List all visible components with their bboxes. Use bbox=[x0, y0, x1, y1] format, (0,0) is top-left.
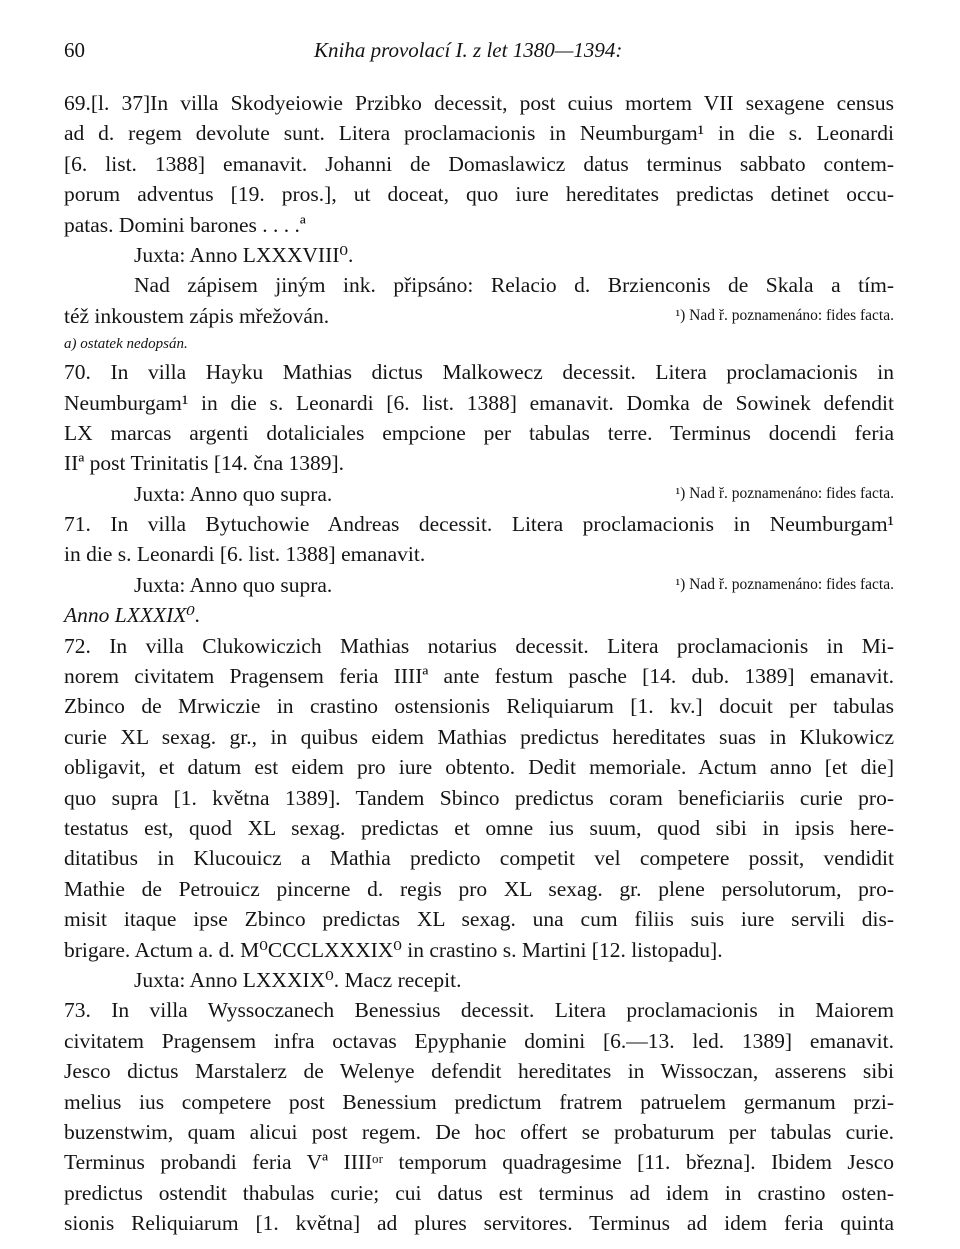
text-line bbox=[64, 783, 894, 813]
line-text: Terminus probandi feria Vª IIIIᵒʳ temporum quadragesime [11. března]. Ibidem Jesco bbox=[64, 1150, 894, 1175]
running-title: Kniha provolací I. z let 1380—1394: bbox=[314, 38, 623, 62]
page-header bbox=[64, 38, 894, 68]
footnote: ¹) Nad ř. poznamenáno: fides facta. bbox=[675, 575, 894, 593]
line-text: misit itaque ipse Zbinco predictas XL sexag. una cum filiis suis iure servili dis- bbox=[64, 907, 894, 932]
text-line bbox=[64, 179, 894, 209]
text-line bbox=[64, 1056, 894, 1086]
line-text: testatus est, quod XL sexag. predictas et omne ius suum, quod sibi in ipsis here- bbox=[64, 815, 894, 840]
line-text: LX marcas argenti dotaliciales empcione per tabulas terre. Terminus docendi feria bbox=[64, 420, 894, 445]
text-line bbox=[64, 357, 894, 387]
footnote: ¹) Nad ř. poznamenáno: fides facta. bbox=[675, 484, 894, 502]
text-line bbox=[64, 995, 894, 1025]
text-line bbox=[64, 509, 894, 539]
text-line bbox=[64, 479, 894, 509]
line-text: Jesco dictus Marstalerz de Welenye defendit hereditates in Wissoczan, asserens sibi bbox=[64, 1059, 894, 1084]
text-line bbox=[64, 1087, 894, 1117]
page-number: 60 bbox=[64, 38, 85, 62]
line-text: Zbinco de Mrwiczie in crastino ostensionis Reliquiarum [1. kv.] docuit per tabulas bbox=[64, 694, 894, 719]
line-text: IIª post Trinitatis [14. čna 1389]. bbox=[64, 451, 345, 476]
text-line bbox=[64, 631, 894, 661]
line-text: porum adventus [19. pros.], ut doceat, quo iure hereditates predictas detinet occu- bbox=[64, 182, 894, 207]
text-line bbox=[64, 88, 894, 118]
line-text: Mathie de Petrouicz pincerne d. regis pro XL sexag. gr. plene persolutorum, pro- bbox=[64, 876, 894, 901]
text-line bbox=[64, 965, 894, 995]
line-text: ditatibus in Klucouicz a Mathia predicto competit vel competere possit, vendidit bbox=[64, 846, 894, 871]
line-text: Juxta: Anno LXXXVIII⁰. bbox=[134, 242, 354, 267]
text-line bbox=[64, 1026, 894, 1056]
text-line bbox=[64, 1147, 894, 1177]
text-line bbox=[64, 418, 894, 448]
line-text: civitatem Pragensem infra octavas Epyphanie domini [6.—13. led. 1389] emanavit. bbox=[64, 1028, 894, 1053]
line-text: Nad zápisem jiným ink. připsáno: Relacio d. Brzienconis de Skala a tím- bbox=[134, 273, 894, 298]
line-text: 70. In villa Hayku Mathias dictus Malkowecz decessit. Litera proclamacionis in bbox=[64, 360, 894, 385]
text-line bbox=[64, 210, 894, 240]
line-text: 69.[l. 37]In villa Skodyeiowie Przibko decessit, post cuius mortem VII sexagene census bbox=[64, 91, 894, 115]
line-text: obligavit, et datum est eidem pro iure obtento. Dedit memoriale. Actum anno [et die] bbox=[64, 755, 894, 780]
line-text: Juxta: Anno LXXXIX⁰. Macz recepit. bbox=[134, 967, 462, 992]
line-text: curie XL sexag. gr., in quibus eidem Mathias predictus hereditates suas in Klukowicz bbox=[64, 724, 894, 749]
footnote: ¹) Nad ř. poznamenáno: fides facta. bbox=[675, 306, 894, 324]
text-line bbox=[64, 752, 894, 782]
line-text: quo supra [1. května 1389]. Tandem Sbinco predictus coram beneficiariis curie pro- bbox=[64, 785, 894, 810]
line-text: sionis Reliquiarum [1. května] ad plures servitores. Terminus ad idem feria quinta bbox=[64, 1211, 894, 1236]
text-line bbox=[64, 240, 894, 270]
line-text: Juxta: Anno quo supra. bbox=[134, 481, 333, 506]
editor-note bbox=[64, 331, 894, 357]
text-line bbox=[64, 661, 894, 691]
text-line bbox=[64, 118, 894, 148]
text-line bbox=[64, 388, 894, 418]
text-line bbox=[64, 722, 894, 752]
text-line bbox=[64, 843, 894, 873]
text-line bbox=[64, 539, 894, 569]
line-text: [6. list. 1388] emanavit. Johanni de Domaslawicz datus terminus sabbato contem- bbox=[64, 151, 894, 176]
line-text: buzenstwim, quam alicui post regem. De hoc offert se probaturum per tabulas curie. bbox=[64, 1119, 894, 1144]
year-heading bbox=[64, 600, 894, 630]
text-line bbox=[64, 1208, 894, 1238]
line-text: 72. In villa Clukowiczich Mathias notarius decessit. Litera proclamacionis in Mi- bbox=[64, 633, 894, 658]
line-text: Anno LXXXIX⁰. bbox=[64, 603, 201, 628]
line-text: a) ostatek nedopsán. bbox=[64, 336, 188, 353]
line-text: ad d. regem devolute sunt. Litera proclamacionis in Neumburgam¹ in die s. Leonardi bbox=[64, 121, 894, 146]
line-text: též inkoustem zápis mřežován. bbox=[64, 303, 330, 328]
text-line bbox=[64, 448, 894, 478]
text-line bbox=[64, 904, 894, 934]
line-text: 73. In villa Wyssoczanech Benessius decessit. Litera proclamacionis in Maiorem bbox=[64, 998, 894, 1023]
line-text: melius ius competere post Benessium predictum fratrem patruelem germanum przi- bbox=[64, 1089, 894, 1114]
text-line bbox=[64, 813, 894, 843]
text-line bbox=[64, 301, 894, 331]
document-body bbox=[64, 88, 894, 1238]
line-text: patas. Domini barones . . . .ª bbox=[64, 212, 306, 237]
line-text: Neumburgam¹ in die s. Leonardi [6. list. 1388] emanavit. Domka de Sowinek defendit bbox=[64, 390, 894, 415]
text-line bbox=[64, 270, 894, 300]
text-line bbox=[64, 570, 894, 600]
text-line bbox=[64, 1117, 894, 1147]
text-line bbox=[64, 691, 894, 721]
line-text: in die s. Leonardi [6. list. 1388] emanavit. bbox=[64, 542, 426, 567]
text-line bbox=[64, 1178, 894, 1208]
text-line bbox=[64, 874, 894, 904]
line-text: norem civitatem Pragensem feria IIIIª ante festum pasche [14. dub. 1389] emanavit. bbox=[64, 664, 894, 689]
line-text: predictus ostendit thabulas curie; cui datus est terminus ad idem in crastino osten- bbox=[64, 1180, 894, 1205]
line-text: Juxta: Anno quo supra. bbox=[134, 572, 333, 597]
line-text: brigare. Actum a. d. M⁰CCCLXXXIX⁰ in crastino s. Martini [12. listopadu]. bbox=[64, 937, 723, 962]
text-line bbox=[64, 149, 894, 179]
text-line bbox=[64, 935, 894, 965]
line-text: 71. In villa Bytuchowie Andreas decessit. Litera proclamacionis in Neumburgam¹ bbox=[64, 512, 894, 537]
